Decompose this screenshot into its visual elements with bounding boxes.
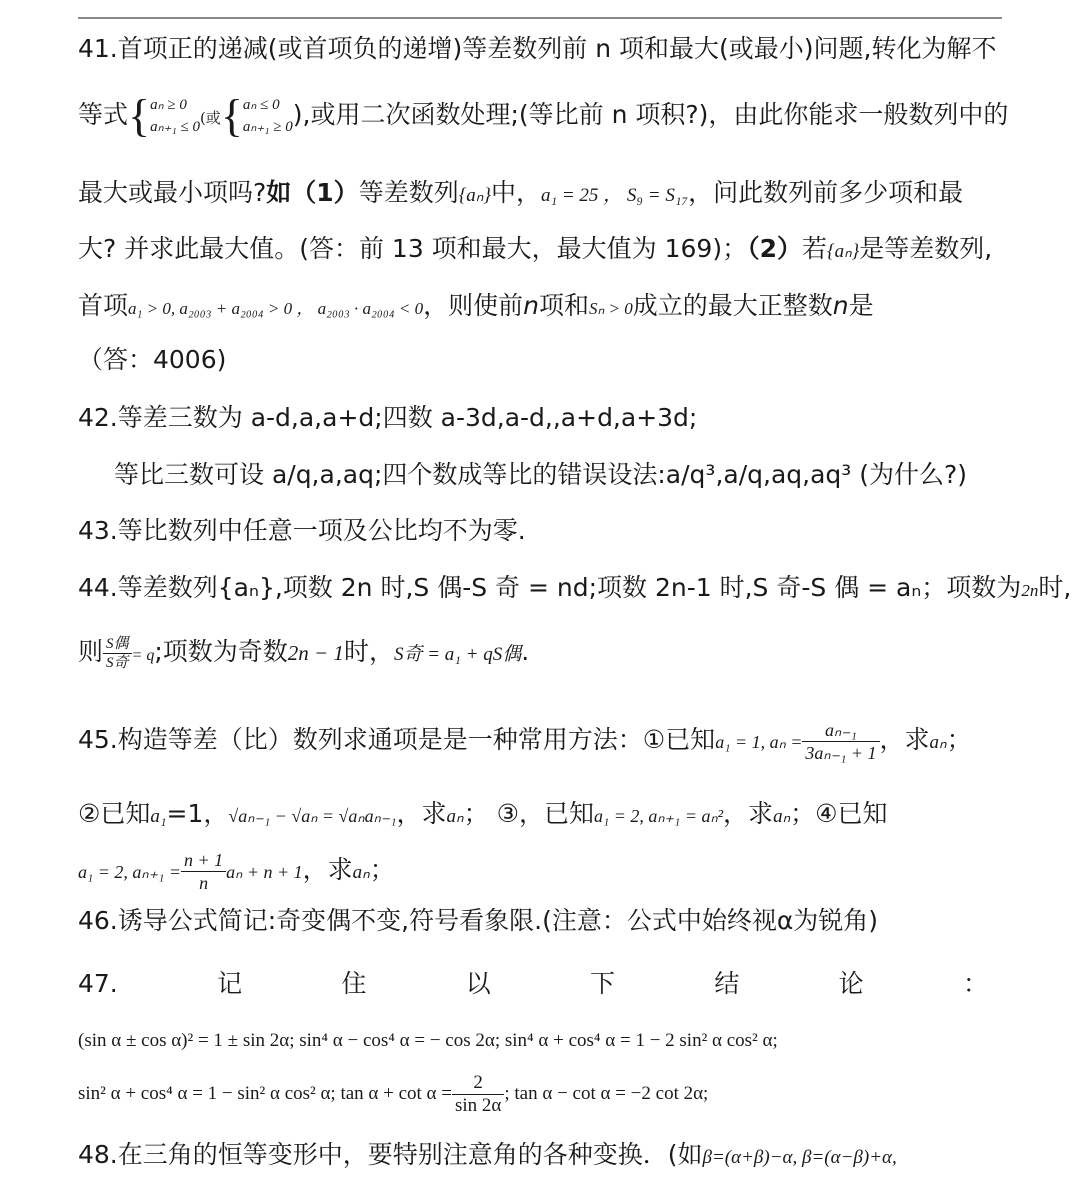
text: 2n bbox=[1021, 581, 1039, 600]
text: 是 bbox=[848, 291, 874, 320]
item-42-line-2 bbox=[114, 458, 1008, 492]
text: 是等差数列, bbox=[859, 234, 993, 263]
text: ； ③，已知 bbox=[463, 799, 594, 828]
text: 记 bbox=[217, 969, 243, 998]
text: a₁ = 1, aₙ = bbox=[715, 732, 803, 752]
item-41-line-4 bbox=[78, 232, 1008, 269]
inequality-system-2: aₙ ≤ 0 aₙ₊₁ ≥ 0 bbox=[242, 97, 293, 135]
text: 住 bbox=[341, 969, 367, 998]
text: ，求 bbox=[396, 799, 447, 828]
item-41-line-3 bbox=[78, 176, 1008, 213]
item-45-line-2 bbox=[78, 797, 1008, 834]
sum-formula: Sₙ > 0 bbox=[589, 299, 633, 318]
text: ； bbox=[369, 855, 395, 884]
text: 项和 bbox=[539, 291, 590, 320]
sequence-an: {aₙ} bbox=[458, 185, 491, 206]
item-41-suffix: ),或用二次函数处理;(等比前 n 项积?)，由此你能求一般数列中的 bbox=[292, 100, 1009, 129]
sqrt-formula: √aₙ₋₁ − √aₙ = √aₙaₙ₋₁ bbox=[228, 806, 397, 826]
text: 等比三数可设 a/q,a,aq;四个数成等比的错误设法:a/q³,a/q,aq,aq³ (为什么?) bbox=[114, 460, 968, 489]
text: = q bbox=[131, 647, 155, 664]
example-label-2: （2） bbox=[747, 234, 802, 263]
text: aₙ bbox=[773, 806, 791, 827]
or-text: (或 bbox=[199, 109, 221, 127]
item-41-text-1: 41.首项正的递减(或首项负的递增)等差数列前 n 项和最大(或最小)问题,转化为解不 bbox=[78, 34, 997, 63]
item-41-answer bbox=[78, 343, 1008, 377]
item-47-formula-1 bbox=[78, 1024, 1008, 1058]
text: （答：4006) bbox=[78, 345, 227, 374]
text: a₁ bbox=[150, 806, 167, 827]
text: 大? 并求此最大值。(答：前 13 项和最大，最大值为 169)； bbox=[78, 234, 748, 263]
text: 最大或最小项吗? bbox=[78, 178, 267, 207]
text: aₙ bbox=[929, 732, 947, 753]
text: aₙ bbox=[352, 862, 370, 883]
text: 等差数列 bbox=[358, 178, 459, 207]
text: a₁ = 2, aₙ₊₁ = aₙ² bbox=[593, 806, 724, 826]
item-45-line-1 bbox=[78, 714, 1008, 769]
top-rule bbox=[78, 17, 1002, 19]
text: ;项数为奇数 bbox=[154, 637, 288, 666]
text: 47. bbox=[78, 969, 118, 998]
text: 44.等差数列{aₙ},项数 2n 时,S 偶-S 奇 = nd;项数 2n-1 时,S 奇-S 偶 = aₙ；项数为 bbox=[78, 573, 1022, 602]
angle-transform-formula: β=(α+β)−α, β=(α−β)+α, bbox=[702, 1147, 897, 1168]
item-46 bbox=[78, 904, 1008, 938]
odd-sum-formula: S奇 = a₁ + qS偶 bbox=[393, 644, 522, 665]
item-42-line-1 bbox=[78, 401, 1008, 435]
text: ; tan α − cot α = −2 cot 2α; bbox=[504, 1083, 709, 1104]
item-41-line-2 bbox=[78, 92, 1008, 141]
text: n bbox=[523, 291, 539, 320]
text: 以 bbox=[465, 969, 491, 998]
text: aₙ bbox=[446, 806, 464, 827]
inequality-system-1: aₙ ≥ 0 aₙ₊₁ ≤ 0 bbox=[150, 97, 200, 135]
text: 43.等比数列中任意一项及公比均不为零. bbox=[78, 516, 526, 545]
text: 42.等差三数为 a-d,a,a+d;四数 a-3d,a-d,,a+d,a+3d; bbox=[78, 403, 698, 432]
text: ； bbox=[946, 725, 972, 754]
text: =1， bbox=[166, 799, 229, 828]
item-45-line-3 bbox=[78, 844, 1008, 899]
text: ，求 bbox=[879, 725, 930, 754]
text: 首项 bbox=[78, 291, 129, 320]
left-brace-icon: { bbox=[128, 90, 151, 141]
text: ，求 bbox=[723, 799, 774, 828]
text: 时, bbox=[1038, 573, 1072, 602]
item-41-line-5 bbox=[78, 289, 1008, 326]
item-47-formula-2 bbox=[78, 1068, 1008, 1120]
text: 成立的最大正整数 bbox=[632, 291, 833, 320]
text: ： bbox=[962, 969, 988, 998]
item-48 bbox=[78, 1138, 1008, 1175]
text: n bbox=[832, 291, 849, 320]
text: ，问此数列前多少项和最 bbox=[688, 178, 964, 207]
text: 48.在三角的恒等变形中，要特别注意角的各种变换．(如 bbox=[78, 1140, 703, 1169]
example-label-1: 如（1） bbox=[266, 178, 359, 207]
left-brace-icon: { bbox=[220, 90, 243, 141]
text: 时， bbox=[343, 637, 394, 666]
text: 2n − 1 bbox=[287, 641, 344, 665]
sequence-an: {aₙ} bbox=[827, 241, 860, 262]
ratio-fraction: $\frac{\text{S偶}}{\text{S奇}}$ bbox=[103, 635, 132, 672]
item-47-heading bbox=[78, 967, 988, 1001]
text: 45.构造等差（比）数列求通项是是一种常用方法：①已知 bbox=[78, 725, 716, 754]
text: ，则使前 bbox=[423, 291, 524, 320]
text: 下 bbox=[590, 969, 616, 998]
coef-fraction: $\frac{n + 1}{n}$ bbox=[181, 849, 226, 894]
item-41-prefix: 等式 bbox=[78, 100, 129, 129]
text: (sin α ± cos α)² = 1 ± sin 2α; sin⁴ α − cos⁴ α = − cos 2α; sin⁴ α + cos⁴ α = 1 − 2 sin² α cos² α; bbox=[78, 1030, 778, 1051]
text: a₁ = 2, aₙ₊₁ = bbox=[78, 862, 181, 882]
item-41-line-1 bbox=[78, 32, 1008, 66]
text: . bbox=[521, 637, 530, 666]
text: 结 bbox=[714, 969, 740, 998]
text: ②已知 bbox=[78, 799, 151, 828]
tan-cot-fraction: $\frac{2}{\sin 2\alpha}$ bbox=[452, 1072, 504, 1117]
condition-formula: a₁ = 25 ， S₉ = S₁₇ bbox=[541, 185, 689, 206]
item-44-line-2 bbox=[78, 628, 1008, 680]
text: 中， bbox=[490, 178, 541, 207]
recurrence-fraction: $\frac{\text{aₙ₋₁}}{\text{3aₙ₋₁ + 1}}$ bbox=[802, 719, 879, 764]
text: 若 bbox=[802, 234, 828, 263]
text: 论 bbox=[838, 969, 864, 998]
text: ；④已知 bbox=[790, 799, 888, 828]
text: ，求 bbox=[302, 855, 353, 884]
text: 则 bbox=[78, 637, 104, 666]
item-43 bbox=[78, 514, 1008, 548]
item-44-line-1 bbox=[78, 571, 1072, 608]
condition-formula: a₁ > 0, a₂₀₀₃ + a₂₀₀₄ > 0 ， a₂₀₀₃ · a₂₀₀₄ < 0 bbox=[128, 299, 424, 318]
text: sin² α + cos⁴ α = 1 − sin² α cos² α; tan α + cot α = bbox=[78, 1083, 452, 1104]
text: 46.诱导公式简记:奇变偶不变,符号看象限.(注意：公式中始终视α为锐角) bbox=[78, 906, 879, 935]
text: aₙ + n + 1 bbox=[226, 862, 303, 882]
